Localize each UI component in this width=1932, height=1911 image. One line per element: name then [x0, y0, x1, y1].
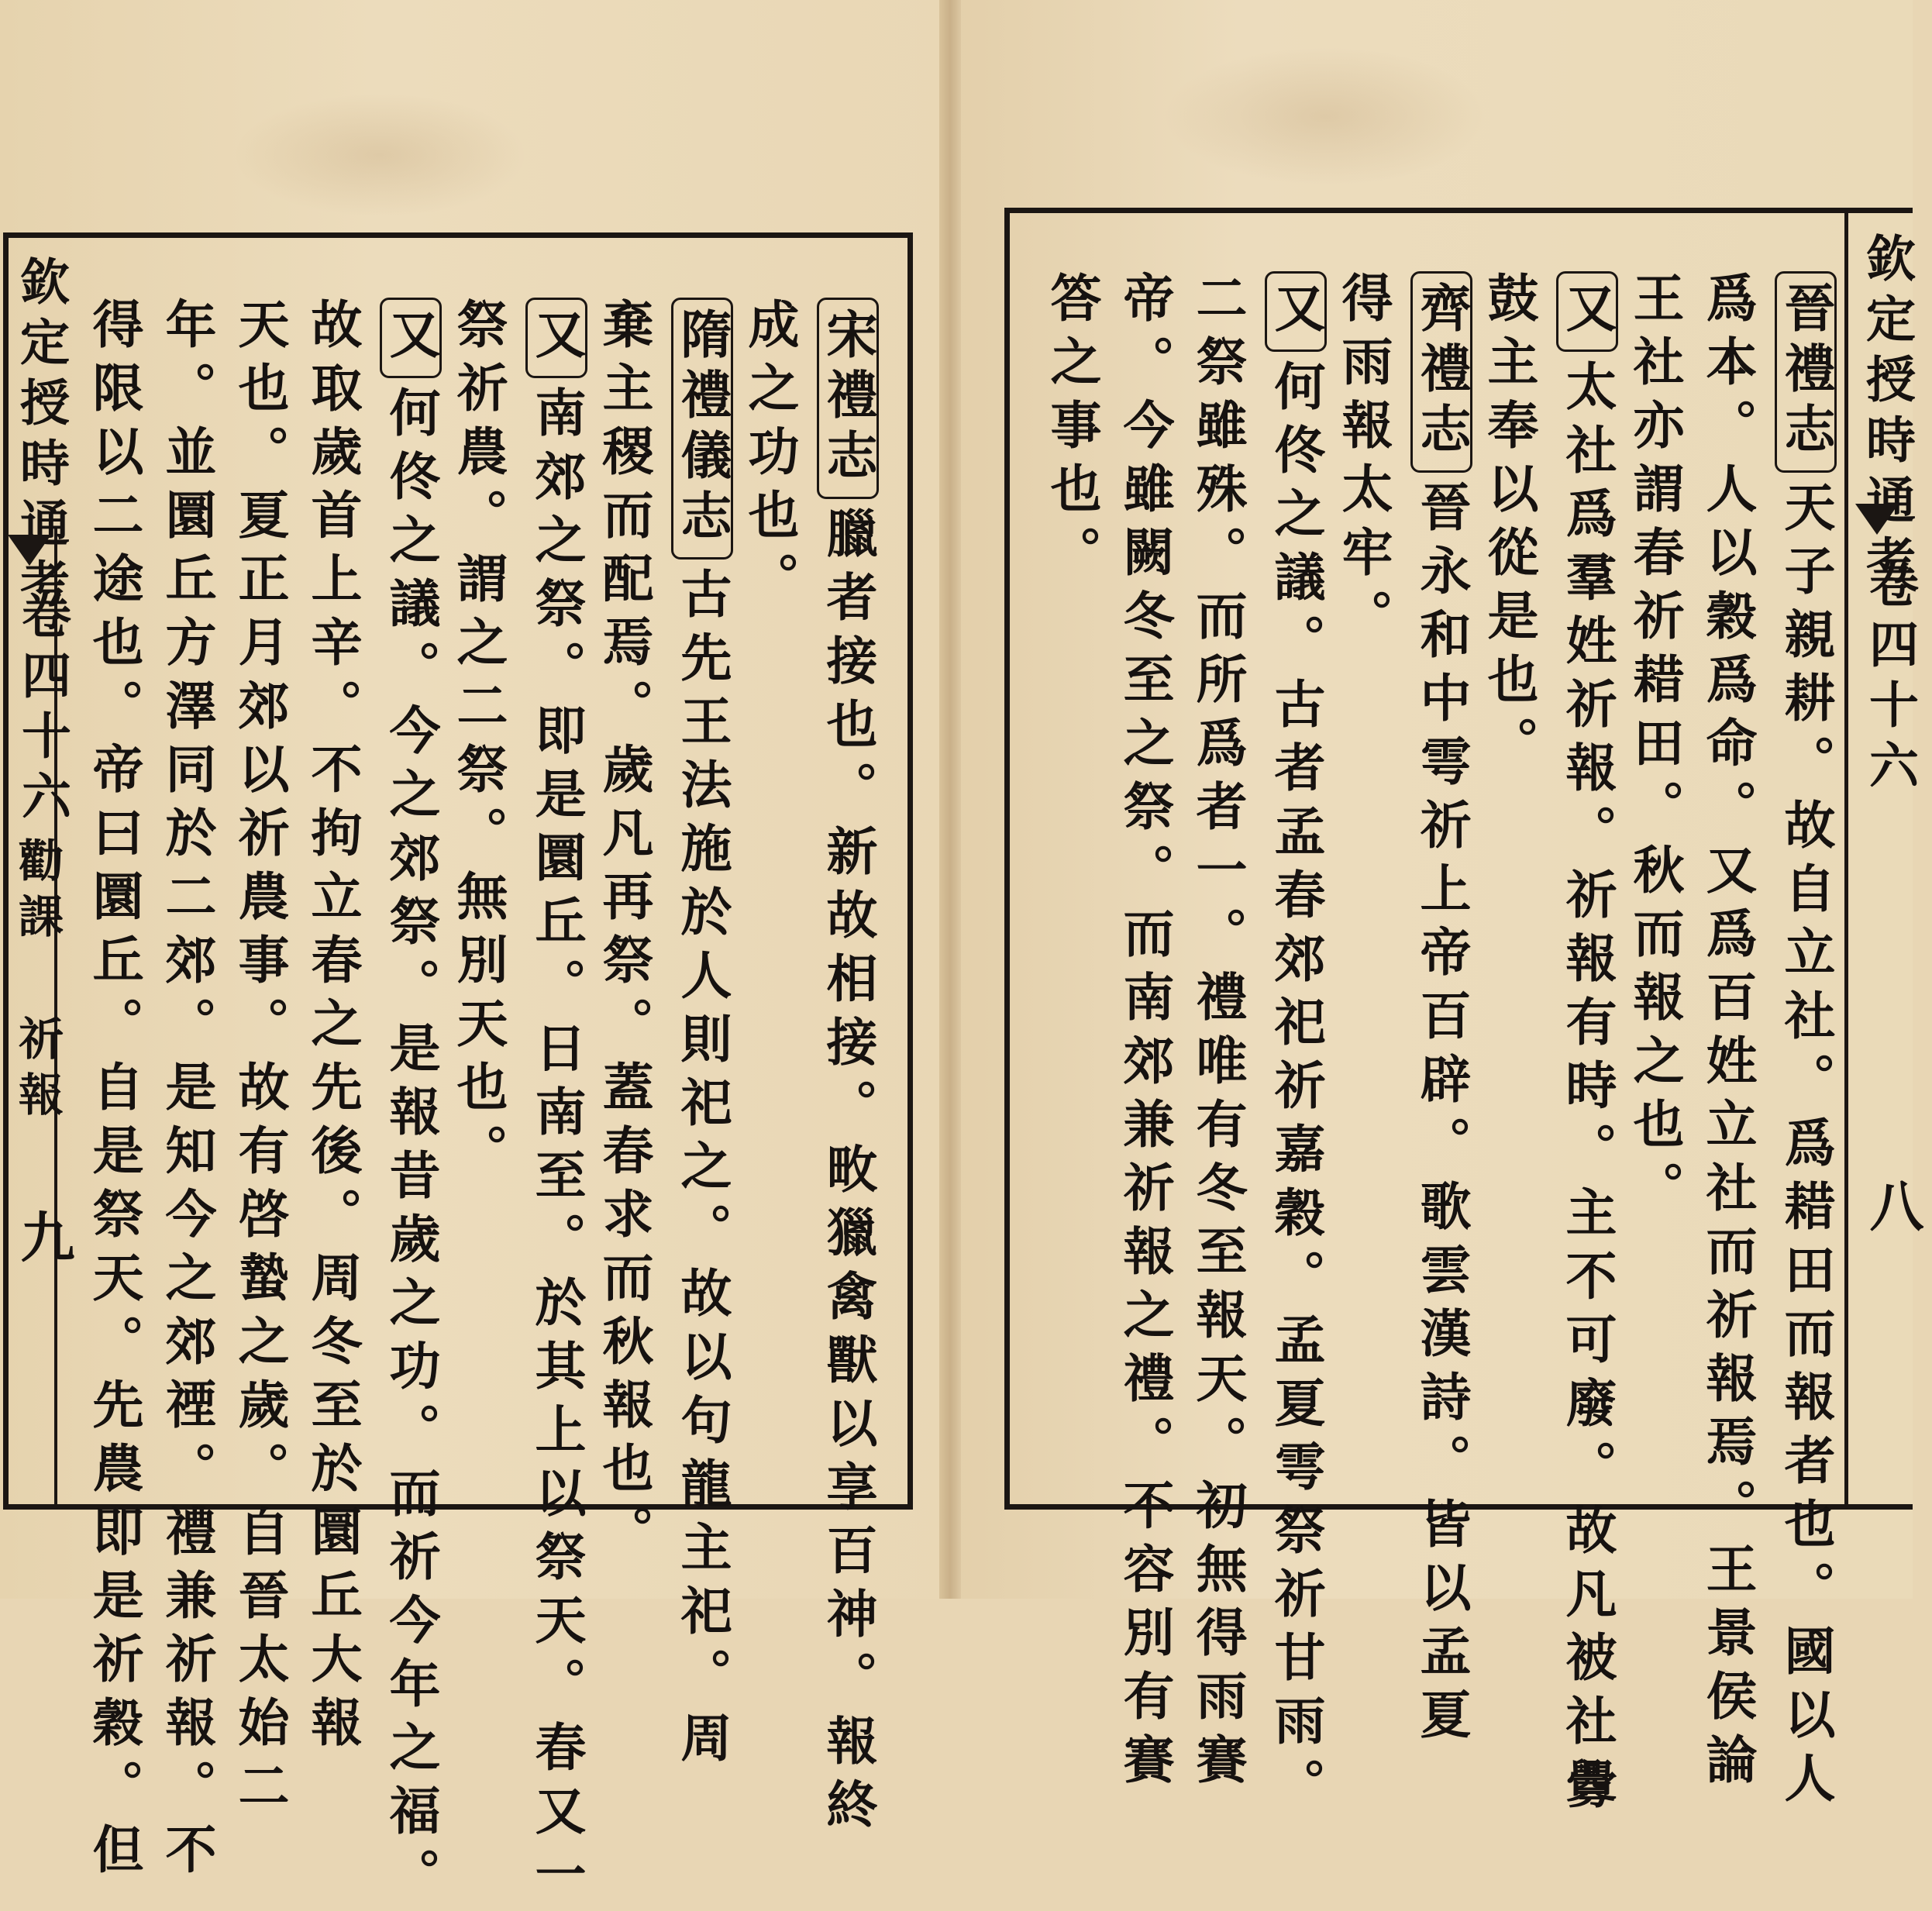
column-text: 鼓主奉以從是也。: [1479, 271, 1539, 780]
column-text: 爲本。人以穀爲命。又爲百姓立社而祈報焉。王景侯論: [1697, 271, 1758, 1796]
text-column: [739, 298, 800, 615]
book-gutter: [939, 0, 961, 1599]
text-column: [1114, 271, 1175, 1796]
column-text: 古先王法施於人則祀之。故以句龍主祀。周: [672, 567, 732, 1775]
margin-volume: 卷四十六: [1861, 558, 1919, 800]
fish-tail-ornament-icon: [1855, 504, 1899, 535]
text-column: [380, 298, 442, 1911]
margin-section: 勸課: [11, 837, 64, 949]
column-text: 故取歲首上辛。不拘立春之先後。周冬至於圜丘大報: [302, 298, 363, 1759]
margin-folio: 八: [1861, 1178, 1925, 1243]
column-text: 何佟之議。今之郊祭。是報昔歲之功。而祈今年之福。: [381, 386, 441, 1911]
text-column: [1479, 271, 1539, 780]
text-column: [1265, 271, 1327, 1821]
margin-folio: 九: [12, 1209, 76, 1274]
column-text: 祭祈農。謂之二祭。無別天也。: [448, 298, 508, 1187]
column-text: 太社爲羣姓祈報。祈報有時。主不可廢。故凡被社釁: [1557, 360, 1617, 1821]
column-text: 棄主稷而配焉。歲凡再祭。蓋春求而秋報也。: [594, 298, 654, 1568]
text-column: [1697, 271, 1758, 1796]
section-heading: 又: [525, 298, 587, 378]
text-column: [448, 298, 508, 1187]
text-column: [229, 298, 290, 1823]
section-heading: 齊禮志: [1410, 271, 1472, 473]
right-margin-rule: [1844, 212, 1848, 1505]
section-heading: 宋禮志: [817, 298, 879, 499]
text-column: [1556, 271, 1618, 1821]
column-text: 答之事也。: [1042, 271, 1102, 589]
text-column: [1775, 271, 1837, 1815]
margin-book-title: 欽定授時通考: [12, 256, 70, 618]
margin-book-title: 欽定授時通考: [1858, 232, 1916, 595]
column-text: 得限以二途也。帝曰圜丘。自是祭天。先農即是祈穀。但: [84, 298, 144, 1886]
text-column: [157, 298, 217, 1886]
text-column: [302, 298, 363, 1759]
column-text: 王社亦謂春祈耤田。秋而報之也。: [1624, 271, 1685, 1224]
column-text: 二祭雖殊。而所爲者一。禮唯有冬至報天。初無得雨賽: [1187, 271, 1248, 1796]
text-column: [1410, 271, 1472, 1751]
text-column: [594, 298, 654, 1568]
fish-tail-ornament-icon: [8, 535, 51, 566]
margin-subsection: 祈報: [11, 1015, 64, 1127]
text-column: [671, 298, 733, 1775]
section-heading: 晉禮志: [1775, 271, 1837, 473]
column-text: 臘者接也。新故相接。畋獵禽獸以享百神。報終: [818, 507, 878, 1841]
paper-stain: [232, 93, 527, 217]
column-text: 得雨報太牢。: [1333, 271, 1393, 652]
column-text: 年。並圜丘方澤同於二郊。是知今之郊禋。禮兼祈報。不: [157, 298, 217, 1886]
text-column: [1624, 271, 1685, 1224]
text-column: [817, 298, 879, 1841]
margin-volume: 卷四十六: [13, 589, 71, 831]
column-text: 天子親耕。故自立社。爲耤田而報者也。國以人: [1775, 480, 1836, 1815]
text-column: [1187, 271, 1248, 1796]
section-heading: 又: [1265, 271, 1327, 352]
column-text: 何佟之議。古者孟春郊祀祈嘉穀。孟夏雩祭祈甘雨。: [1266, 360, 1326, 1821]
section-heading: 又: [380, 298, 442, 378]
text-column: [525, 298, 587, 1911]
section-heading: 隋禮儀志: [671, 298, 733, 560]
column-text: 帝。今雖闕冬至之祭。而南郊兼祈報之禮。不容別有賽: [1114, 271, 1175, 1796]
text-column: [1333, 271, 1393, 652]
section-heading: 又: [1556, 271, 1618, 352]
column-text: 天也。夏正月郊以祈農事。故有啓蟄之歲。自晉太始二: [229, 298, 290, 1823]
paper-stain: [1162, 46, 1488, 186]
text-column: [1042, 271, 1102, 589]
column-text: 晉永和中雩祈上帝百辟。歌雲漢詩。皆以孟夏: [1411, 480, 1472, 1751]
column-text: 成之功也。: [739, 298, 800, 615]
text-column: [84, 298, 144, 1886]
column-text: 南郊之祭。即是圜丘。日南至。於其上以祭天。春又一: [526, 386, 587, 1911]
